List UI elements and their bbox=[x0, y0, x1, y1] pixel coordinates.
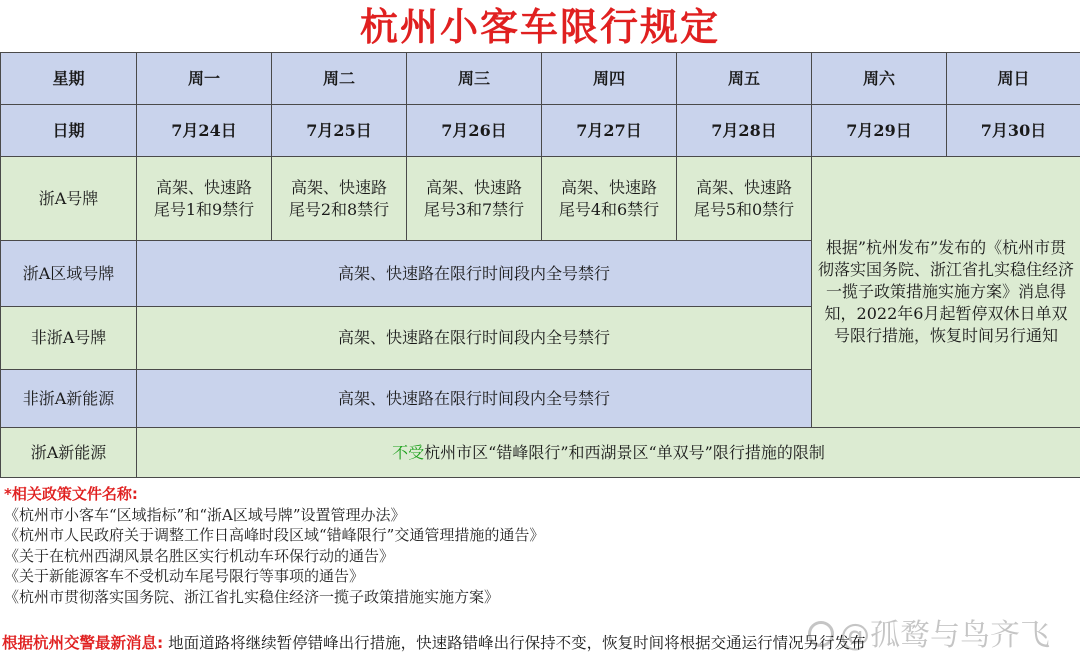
zone-rule: 高架、快速路在限行时间段内全号禁行 bbox=[137, 241, 812, 307]
date-tue: 7月25日 bbox=[272, 105, 407, 157]
policy-item: 《杭州市人民政府关于调整工作日高峰时段区域“错峰限行”交通管理措施的通告》 bbox=[4, 526, 545, 544]
day-mon: 周一 bbox=[137, 53, 272, 105]
exempt-highlight: 不受 bbox=[392, 442, 425, 462]
non-zhe-a-rule: 高架、快速路在限行时间段内全号禁行 bbox=[137, 307, 812, 370]
zhe-a-nev-rule bbox=[137, 428, 1080, 478]
rule-tue: 高架、快速路 尾号2和8禁行 bbox=[272, 157, 407, 241]
weekend-note: 根据”杭州发布”发布的《杭州市贯彻落实国务院、浙江省扎实稳住经济一揽子政策措施实施方案》消息得知，2022年6月起暂停双休日单双号限行措施，恢复时间另行通知 bbox=[812, 157, 1080, 428]
policy-heading: *相关政策文件名称: bbox=[4, 485, 138, 503]
policy-item: 《杭州市小客车“区域指标”和“浙A区域号牌”设置管理办法》 bbox=[4, 505, 406, 524]
bottom-notice-text: 地面道路将继续暂停错峰出行措施，快速路错峰出行保持不变，恢复时间将根据交通运行情况另行发布 bbox=[168, 634, 866, 652]
row-label-zhe-a-nev: 浙A新能源 bbox=[1, 428, 137, 478]
date-sat: 7月29日 bbox=[812, 105, 947, 157]
week-label: 星期 bbox=[1, 53, 137, 105]
row-label-zone: 浙A区域号牌 bbox=[1, 241, 137, 307]
row-label-non-zhe-a-nev: 非浙A新能源 bbox=[1, 370, 137, 428]
restriction-table bbox=[0, 52, 1080, 478]
watermark-text: @孤鹜与鸟齐飞 bbox=[840, 618, 1050, 653]
rule-wed: 高架、快速路 尾号3和7禁行 bbox=[407, 157, 542, 241]
zhe-a-row bbox=[1, 157, 1080, 241]
date-mon: 7月24日 bbox=[137, 105, 272, 157]
rule-mon: 高架、快速路 尾号1和9禁行 bbox=[137, 157, 272, 241]
day-sat: 周六 bbox=[812, 53, 947, 105]
non-zhe-a-nev-rule: 高架、快速路在限行时间段内全号禁行 bbox=[137, 370, 812, 428]
exempt-text: 杭州市区“错峰限行”和西湖景区“单双号”限行措施的限制 bbox=[424, 442, 825, 462]
date-thu: 7月27日 bbox=[542, 105, 677, 157]
day-tue: 周二 bbox=[272, 53, 407, 105]
day-sun: 周日 bbox=[947, 53, 1080, 105]
weekday-row bbox=[1, 53, 1080, 105]
date-wed: 7月26日 bbox=[407, 105, 542, 157]
policy-item: 《杭州市贯彻落实国务院、浙江省扎实稳住经济一揽子政策措施实施方案》 bbox=[4, 587, 500, 606]
row-label-zhe-a: 浙A号牌 bbox=[1, 157, 137, 241]
rule-fri: 高架、快速路 尾号5和0禁行 bbox=[677, 157, 812, 241]
date-label: 日期 bbox=[1, 105, 137, 157]
day-fri: 周五 bbox=[677, 53, 812, 105]
policy-item: 《关于在杭州西湖风景名胜区实行机动车环保行动的通告》 bbox=[4, 546, 395, 565]
zhe-a-nev-row bbox=[1, 428, 1080, 478]
policy-item: 《关于新能源客车不受机动车尾号限行等事项的通告》 bbox=[4, 567, 365, 585]
date-sun: 7月30日 bbox=[947, 105, 1080, 157]
bottom-notice-label: 根据杭州交警最新消息: bbox=[2, 634, 164, 652]
date-fri: 7月28日 bbox=[677, 105, 812, 157]
rule-thu: 高架、快速路 尾号4和6禁行 bbox=[542, 157, 677, 241]
policy-section bbox=[4, 484, 1074, 607]
date-row bbox=[1, 105, 1080, 157]
day-thu: 周四 bbox=[542, 53, 677, 105]
row-label-non-zhe-a: 非浙A号牌 bbox=[1, 307, 137, 370]
day-wed: 周三 bbox=[407, 53, 542, 105]
page-title: 杭州小客车限行规定 bbox=[359, 5, 720, 49]
bottom-notice bbox=[2, 632, 1078, 654]
